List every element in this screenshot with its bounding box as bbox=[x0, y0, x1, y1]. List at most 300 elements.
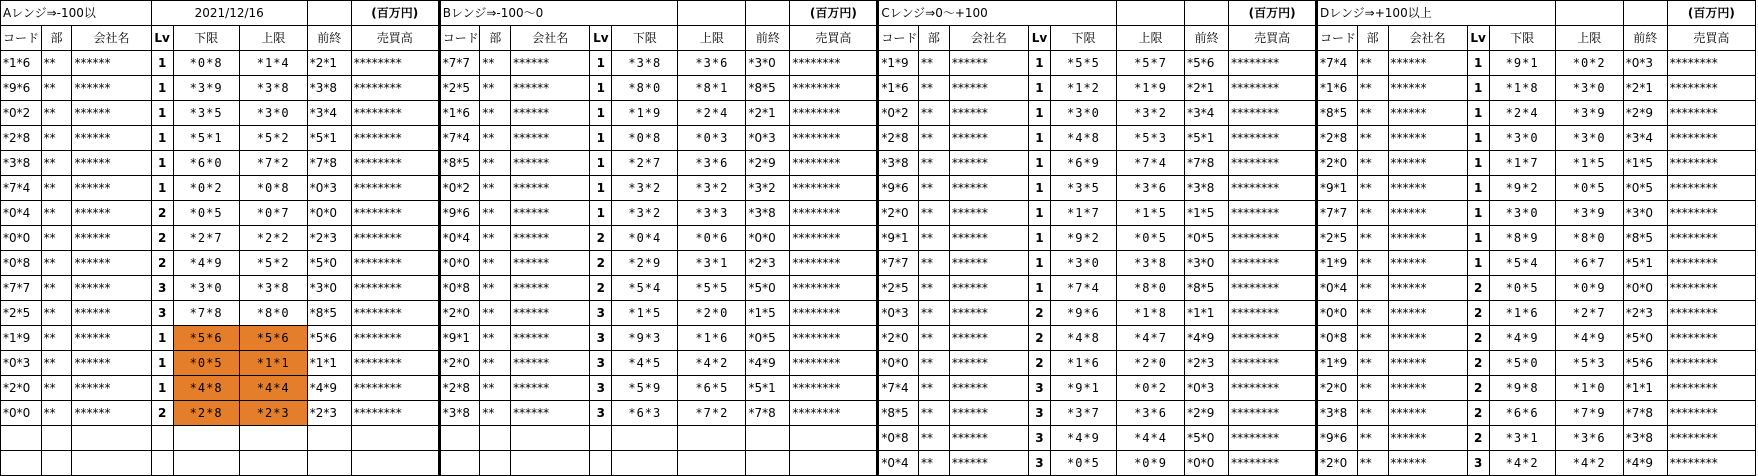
cell-lv[interactable]: 2 bbox=[151, 401, 173, 426]
cell-bu[interactable]: ** bbox=[480, 326, 511, 351]
cell-volume[interactable]: ******** bbox=[1667, 76, 1755, 101]
header-lower[interactable]: 下限 bbox=[1050, 26, 1116, 51]
cell-upper[interactable]: *0*9 bbox=[1116, 451, 1184, 476]
cell-lower[interactable]: *2*7 bbox=[612, 151, 678, 176]
cell-volume[interactable]: ******** bbox=[1229, 101, 1317, 126]
cell-lv[interactable]: 1 bbox=[1467, 151, 1489, 176]
cell-prev-close[interactable]: *5*6 bbox=[1185, 51, 1229, 76]
cell-company[interactable]: ****** bbox=[511, 176, 590, 201]
cell-company[interactable]: ****** bbox=[1388, 301, 1467, 326]
cell-volume[interactable]: ******** bbox=[1667, 301, 1755, 326]
cell-bu[interactable]: ** bbox=[1357, 326, 1388, 351]
cell-company[interactable] bbox=[511, 426, 590, 451]
cell-bu[interactable]: ** bbox=[919, 151, 950, 176]
cell-volume[interactable]: ******** bbox=[790, 176, 878, 201]
range-title-d[interactable]: Dレンジ⇒+100以上 bbox=[1317, 1, 1556, 26]
cell-company[interactable]: ****** bbox=[511, 201, 590, 226]
cell-bu[interactable]: ** bbox=[919, 76, 950, 101]
range-title-b[interactable]: Bレンジ⇒-100～0 bbox=[439, 1, 678, 26]
cell-prev-close[interactable] bbox=[307, 426, 351, 451]
cell-prev-close[interactable]: *3*0 bbox=[1623, 201, 1667, 226]
cell-company[interactable]: ****** bbox=[1388, 226, 1467, 251]
cell-upper[interactable]: *1*5 bbox=[1116, 201, 1184, 226]
cell-prev-close[interactable]: *0*0 bbox=[746, 226, 790, 251]
cell-prev-close[interactable]: *7*8 bbox=[1185, 151, 1229, 176]
cell-code[interactable]: *9*6 bbox=[1317, 426, 1358, 451]
header-code[interactable]: コード bbox=[878, 26, 919, 51]
cell-lv[interactable]: 1 bbox=[151, 76, 173, 101]
cell-lv[interactable]: 1 bbox=[590, 201, 612, 226]
cell-upper[interactable]: *3*8 bbox=[1116, 251, 1184, 276]
cell-lower[interactable] bbox=[612, 426, 678, 451]
cell-bu[interactable]: ** bbox=[480, 276, 511, 301]
blank-cell[interactable] bbox=[1555, 1, 1623, 26]
cell-volume[interactable]: ******** bbox=[1667, 251, 1755, 276]
cell-volume[interactable]: ******** bbox=[790, 201, 878, 226]
unit-label[interactable]: (百万円) bbox=[790, 1, 878, 26]
cell-lv[interactable]: 1 bbox=[1028, 126, 1050, 151]
cell-lv[interactable] bbox=[151, 426, 173, 451]
cell-bu[interactable]: ** bbox=[41, 126, 72, 151]
cell-upper[interactable]: *7*2 bbox=[239, 151, 307, 176]
cell-lower[interactable]: *5*0 bbox=[1489, 351, 1555, 376]
cell-prev-close[interactable]: *0*3 bbox=[307, 176, 351, 201]
cell-code[interactable]: *1*9 bbox=[1317, 351, 1358, 376]
cell-prev-close[interactable]: *2*1 bbox=[1185, 76, 1229, 101]
header-prev-close[interactable]: 前終 bbox=[746, 26, 790, 51]
cell-prev-close[interactable]: *8*5 bbox=[1185, 276, 1229, 301]
cell-code[interactable]: *0*2 bbox=[1, 101, 42, 126]
cell-lower[interactable]: *5*6 bbox=[173, 326, 239, 351]
cell-upper[interactable]: *1*8 bbox=[1116, 301, 1184, 326]
cell-lv[interactable]: 2 bbox=[1467, 376, 1489, 401]
cell-lower[interactable]: *4*8 bbox=[1050, 126, 1116, 151]
blank-cell[interactable] bbox=[1623, 1, 1667, 26]
unit-label[interactable]: (百万円) bbox=[1229, 1, 1317, 26]
cell-lv[interactable]: 1 bbox=[1467, 251, 1489, 276]
cell-upper[interactable]: *5*6 bbox=[239, 326, 307, 351]
cell-code[interactable]: *0*8 bbox=[1317, 326, 1358, 351]
header-lower[interactable]: 下限 bbox=[612, 26, 678, 51]
cell-company[interactable]: ****** bbox=[1388, 151, 1467, 176]
cell-company[interactable]: ****** bbox=[949, 176, 1028, 201]
cell-lv[interactable]: 2 bbox=[151, 226, 173, 251]
cell-code[interactable]: *3*8 bbox=[1317, 401, 1358, 426]
cell-upper[interactable]: *0*9 bbox=[1555, 276, 1623, 301]
cell-lower[interactable]: *5*4 bbox=[1489, 251, 1555, 276]
cell-code[interactable]: *1*6 bbox=[439, 101, 480, 126]
cell-upper[interactable]: *3*6 bbox=[1116, 401, 1184, 426]
cell-prev-close[interactable]: *0*3 bbox=[746, 126, 790, 151]
cell-lower[interactable]: *1*6 bbox=[1489, 301, 1555, 326]
blank-cell[interactable] bbox=[1116, 1, 1184, 26]
cell-bu[interactable]: ** bbox=[41, 376, 72, 401]
cell-company[interactable] bbox=[72, 426, 151, 451]
cell-company[interactable]: ****** bbox=[949, 151, 1028, 176]
cell-lower[interactable]: *3*2 bbox=[612, 201, 678, 226]
cell-prev-close[interactable]: *2*9 bbox=[1623, 101, 1667, 126]
cell-lv[interactable]: 1 bbox=[151, 176, 173, 201]
cell-prev-close[interactable]: *2*3 bbox=[1185, 351, 1229, 376]
cell-company[interactable]: ****** bbox=[949, 126, 1028, 151]
header-upper[interactable]: 上限 bbox=[1555, 26, 1623, 51]
cell-upper[interactable]: *4*4 bbox=[1116, 426, 1184, 451]
cell-lv[interactable]: 3 bbox=[1028, 451, 1050, 476]
cell-code[interactable]: *2*5 bbox=[1317, 226, 1358, 251]
cell-company[interactable]: ****** bbox=[72, 226, 151, 251]
cell-lower[interactable]: *4*5 bbox=[612, 351, 678, 376]
cell-volume[interactable]: ******** bbox=[351, 101, 439, 126]
cell-lv[interactable]: 1 bbox=[1028, 276, 1050, 301]
cell-bu[interactable]: ** bbox=[919, 126, 950, 151]
cell-lower[interactable]: *3*0 bbox=[1050, 101, 1116, 126]
cell-lv[interactable]: 1 bbox=[1467, 126, 1489, 151]
cell-company[interactable]: ****** bbox=[72, 76, 151, 101]
cell-volume[interactable]: ******** bbox=[1667, 101, 1755, 126]
cell-upper[interactable]: *8*0 bbox=[1555, 226, 1623, 251]
cell-bu[interactable]: ** bbox=[41, 101, 72, 126]
cell-lv[interactable]: 1 bbox=[590, 51, 612, 76]
cell-prev-close[interactable]: *5*0 bbox=[746, 276, 790, 301]
cell-code[interactable]: *7*7 bbox=[439, 51, 480, 76]
cell-upper[interactable]: *3*3 bbox=[678, 201, 746, 226]
cell-volume[interactable]: ******** bbox=[790, 151, 878, 176]
cell-bu[interactable]: ** bbox=[41, 351, 72, 376]
cell-company[interactable] bbox=[72, 451, 151, 476]
cell-lv[interactable]: 1 bbox=[151, 101, 173, 126]
cell-prev-close[interactable]: *3*8 bbox=[1185, 176, 1229, 201]
cell-lower[interactable]: *3*0 bbox=[1489, 126, 1555, 151]
cell-code[interactable]: *2*8 bbox=[878, 126, 919, 151]
cell-bu[interactable]: ** bbox=[919, 401, 950, 426]
cell-bu[interactable]: ** bbox=[1357, 51, 1388, 76]
cell-upper[interactable]: *3*6 bbox=[1116, 176, 1184, 201]
cell-prev-close[interactable]: *5*0 bbox=[307, 251, 351, 276]
header-volume[interactable]: 売買高 bbox=[1229, 26, 1317, 51]
cell-upper[interactable]: *5*3 bbox=[1116, 126, 1184, 151]
cell-volume[interactable]: ******** bbox=[1667, 226, 1755, 251]
cell-upper[interactable]: *5*5 bbox=[678, 276, 746, 301]
cell-lv[interactable]: 2 bbox=[151, 251, 173, 276]
cell-prev-close[interactable]: *7*8 bbox=[746, 401, 790, 426]
cell-upper[interactable]: *2*7 bbox=[1555, 301, 1623, 326]
cell-lower[interactable]: *3*0 bbox=[1489, 201, 1555, 226]
cell-lv[interactable]: 1 bbox=[151, 351, 173, 376]
cell-bu[interactable]: ** bbox=[1357, 351, 1388, 376]
cell-code[interactable]: *3*8 bbox=[1, 151, 42, 176]
cell-upper[interactable]: *2*0 bbox=[678, 301, 746, 326]
cell-bu[interactable]: ** bbox=[919, 326, 950, 351]
cell-bu[interactable]: ** bbox=[1357, 401, 1388, 426]
cell-lv[interactable]: 2 bbox=[1467, 351, 1489, 376]
cell-prev-close[interactable]: *1*1 bbox=[1185, 301, 1229, 326]
cell-lv[interactable]: 3 bbox=[151, 276, 173, 301]
cell-volume[interactable]: ******** bbox=[1229, 326, 1317, 351]
cell-bu[interactable] bbox=[480, 426, 511, 451]
cell-lower[interactable]: *0*2 bbox=[173, 176, 239, 201]
cell-prev-close[interactable] bbox=[746, 426, 790, 451]
cell-prev-close[interactable]: *3*8 bbox=[307, 76, 351, 101]
cell-volume[interactable]: ******** bbox=[1229, 251, 1317, 276]
cell-upper[interactable]: *0*5 bbox=[1116, 226, 1184, 251]
cell-bu[interactable]: ** bbox=[1357, 251, 1388, 276]
cell-lower[interactable]: *2*4 bbox=[1489, 101, 1555, 126]
cell-lower[interactable]: *3*1 bbox=[1489, 426, 1555, 451]
cell-lower[interactable]: *9*2 bbox=[1050, 226, 1116, 251]
cell-company[interactable]: ****** bbox=[72, 301, 151, 326]
cell-lower[interactable]: *1*9 bbox=[612, 101, 678, 126]
cell-volume[interactable]: ******** bbox=[1229, 176, 1317, 201]
cell-bu[interactable]: ** bbox=[919, 451, 950, 476]
cell-code[interactable]: *2*0 bbox=[1, 376, 42, 401]
cell-volume[interactable]: ******** bbox=[1667, 151, 1755, 176]
cell-volume[interactable]: ******** bbox=[351, 51, 439, 76]
cell-bu[interactable]: ** bbox=[41, 151, 72, 176]
cell-volume[interactable]: ******** bbox=[1229, 201, 1317, 226]
cell-bu[interactable]: ** bbox=[41, 401, 72, 426]
cell-code[interactable]: *2*0 bbox=[878, 326, 919, 351]
cell-lower[interactable]: *9*3 bbox=[612, 326, 678, 351]
cell-volume[interactable]: ******** bbox=[1667, 176, 1755, 201]
cell-prev-close[interactable]: *0*0 bbox=[1185, 451, 1229, 476]
cell-upper[interactable]: *5*2 bbox=[239, 251, 307, 276]
cell-prev-close[interactable]: *2*9 bbox=[1185, 401, 1229, 426]
cell-bu[interactable]: ** bbox=[480, 351, 511, 376]
header-company[interactable]: 会社名 bbox=[72, 26, 151, 51]
cell-company[interactable]: ****** bbox=[511, 326, 590, 351]
cell-bu[interactable]: ** bbox=[1357, 101, 1388, 126]
cell-company[interactable]: ****** bbox=[949, 326, 1028, 351]
cell-bu[interactable]: ** bbox=[919, 51, 950, 76]
cell-upper[interactable]: *3*8 bbox=[239, 76, 307, 101]
cell-upper[interactable]: *3*6 bbox=[678, 51, 746, 76]
header-bu[interactable]: 部 bbox=[919, 26, 950, 51]
cell-upper[interactable]: *8*0 bbox=[1116, 276, 1184, 301]
cell-prev-close[interactable]: *5*6 bbox=[307, 326, 351, 351]
cell-code[interactable]: *8*5 bbox=[878, 401, 919, 426]
cell-upper[interactable]: *1*4 bbox=[239, 51, 307, 76]
cell-prev-close[interactable]: *2*3 bbox=[746, 251, 790, 276]
cell-company[interactable]: ****** bbox=[949, 201, 1028, 226]
report-date[interactable]: 2021/12/16 bbox=[151, 1, 307, 26]
cell-bu[interactable]: ** bbox=[1357, 301, 1388, 326]
cell-lower[interactable]: *6*0 bbox=[173, 151, 239, 176]
cell-company[interactable]: ****** bbox=[72, 151, 151, 176]
cell-lv[interactable]: 3 bbox=[590, 301, 612, 326]
cell-company[interactable]: ****** bbox=[1388, 51, 1467, 76]
cell-volume[interactable]: ******** bbox=[1229, 426, 1317, 451]
cell-upper[interactable]: *5*7 bbox=[1116, 51, 1184, 76]
cell-lower[interactable]: *1*7 bbox=[1489, 151, 1555, 176]
range-title-c[interactable]: Cレンジ⇒0～+100 bbox=[878, 1, 1117, 26]
cell-volume[interactable]: ******** bbox=[351, 176, 439, 201]
cell-bu[interactable]: ** bbox=[41, 326, 72, 351]
cell-volume[interactable] bbox=[790, 451, 878, 476]
cell-lv[interactable]: 2 bbox=[151, 201, 173, 226]
cell-bu[interactable]: ** bbox=[919, 376, 950, 401]
cell-volume[interactable]: ******** bbox=[1229, 51, 1317, 76]
cell-upper[interactable]: *0*6 bbox=[678, 226, 746, 251]
cell-code[interactable]: *1*6 bbox=[878, 76, 919, 101]
cell-volume[interactable]: ******** bbox=[1667, 276, 1755, 301]
cell-code[interactable]: *2*8 bbox=[439, 376, 480, 401]
cell-upper[interactable]: *2*0 bbox=[1116, 351, 1184, 376]
cell-bu[interactable]: ** bbox=[480, 101, 511, 126]
cell-bu[interactable]: ** bbox=[919, 201, 950, 226]
cell-code[interactable]: *7*7 bbox=[1317, 201, 1358, 226]
cell-upper[interactable]: *3*9 bbox=[1555, 101, 1623, 126]
cell-company[interactable]: ****** bbox=[949, 226, 1028, 251]
cell-company[interactable]: ****** bbox=[1388, 351, 1467, 376]
cell-code[interactable]: *9*6 bbox=[878, 176, 919, 201]
cell-prev-close[interactable]: *0*3 bbox=[1185, 376, 1229, 401]
cell-volume[interactable]: ******** bbox=[1667, 351, 1755, 376]
cell-upper[interactable]: *1*5 bbox=[1555, 151, 1623, 176]
cell-code[interactable]: *1*9 bbox=[1317, 251, 1358, 276]
cell-company[interactable]: ****** bbox=[1388, 176, 1467, 201]
cell-lower[interactable]: *1*6 bbox=[1050, 351, 1116, 376]
cell-prev-close[interactable]: *3*8 bbox=[1623, 426, 1667, 451]
header-code[interactable]: コード bbox=[1317, 26, 1358, 51]
cell-bu[interactable]: ** bbox=[480, 226, 511, 251]
cell-company[interactable]: ****** bbox=[949, 251, 1028, 276]
cell-prev-close[interactable]: *4*9 bbox=[1185, 326, 1229, 351]
cell-lower[interactable]: *3*2 bbox=[612, 176, 678, 201]
cell-lv[interactable]: 1 bbox=[590, 126, 612, 151]
cell-lower[interactable]: *3*0 bbox=[1050, 251, 1116, 276]
cell-bu[interactable]: ** bbox=[480, 151, 511, 176]
cell-upper[interactable]: *0*2 bbox=[1555, 51, 1623, 76]
cell-volume[interactable]: ******** bbox=[1667, 201, 1755, 226]
cell-code[interactable]: *2*0 bbox=[1317, 451, 1358, 476]
cell-lv[interactable]: 1 bbox=[151, 326, 173, 351]
blank-cell[interactable] bbox=[1185, 1, 1229, 26]
cell-upper[interactable] bbox=[239, 426, 307, 451]
cell-lower[interactable]: *6*9 bbox=[1050, 151, 1116, 176]
cell-prev-close[interactable]: *4*9 bbox=[307, 376, 351, 401]
cell-code[interactable]: *1*6 bbox=[1317, 76, 1358, 101]
cell-bu[interactable]: ** bbox=[41, 251, 72, 276]
cell-upper[interactable]: *3*0 bbox=[1555, 76, 1623, 101]
cell-lower[interactable]: *4*8 bbox=[173, 376, 239, 401]
cell-volume[interactable]: ******** bbox=[790, 401, 878, 426]
cell-lv[interactable]: 1 bbox=[1467, 51, 1489, 76]
cell-lower[interactable]: *9*8 bbox=[1489, 376, 1555, 401]
cell-upper[interactable]: *3*6 bbox=[1555, 426, 1623, 451]
cell-prev-close[interactable]: *5*1 bbox=[746, 376, 790, 401]
cell-lv[interactable]: 3 bbox=[1028, 376, 1050, 401]
cell-lv[interactable]: 2 bbox=[1028, 326, 1050, 351]
cell-company[interactable]: ****** bbox=[72, 376, 151, 401]
cell-lv[interactable]: 2 bbox=[1467, 401, 1489, 426]
cell-company[interactable]: ****** bbox=[1388, 401, 1467, 426]
cell-lower[interactable]: *0*5 bbox=[173, 351, 239, 376]
cell-company[interactable]: ****** bbox=[511, 51, 590, 76]
cell-prev-close[interactable]: *1*5 bbox=[1623, 151, 1667, 176]
cell-prev-close[interactable]: *3*0 bbox=[1185, 251, 1229, 276]
cell-lower[interactable]: *2*8 bbox=[173, 401, 239, 426]
cell-volume[interactable]: ******** bbox=[351, 201, 439, 226]
cell-volume[interactable] bbox=[790, 426, 878, 451]
cell-company[interactable]: ****** bbox=[1388, 451, 1467, 476]
cell-company[interactable]: ****** bbox=[1388, 101, 1467, 126]
cell-company[interactable]: ****** bbox=[949, 351, 1028, 376]
cell-bu[interactable] bbox=[480, 451, 511, 476]
cell-company[interactable]: ****** bbox=[511, 251, 590, 276]
cell-lv[interactable]: 2 bbox=[1467, 426, 1489, 451]
cell-company[interactable]: ****** bbox=[511, 76, 590, 101]
cell-company[interactable]: ****** bbox=[1388, 276, 1467, 301]
cell-lower[interactable]: *7*4 bbox=[1050, 276, 1116, 301]
cell-prev-close[interactable]: *0*5 bbox=[1623, 176, 1667, 201]
cell-bu[interactable]: ** bbox=[41, 201, 72, 226]
cell-prev-close[interactable]: *2*9 bbox=[746, 151, 790, 176]
cell-lv[interactable]: 2 bbox=[590, 276, 612, 301]
cell-upper[interactable]: *7*4 bbox=[1116, 151, 1184, 176]
cell-company[interactable]: ****** bbox=[72, 351, 151, 376]
cell-prev-close[interactable]: *2*1 bbox=[307, 51, 351, 76]
cell-upper[interactable]: *0*8 bbox=[239, 176, 307, 201]
unit-label[interactable]: (百万円) bbox=[351, 1, 439, 26]
cell-code[interactable]: *2*0 bbox=[1317, 151, 1358, 176]
cell-upper[interactable]: *4*9 bbox=[1555, 326, 1623, 351]
cell-prev-close[interactable]: *3*0 bbox=[307, 276, 351, 301]
cell-lv[interactable]: 2 bbox=[1467, 301, 1489, 326]
cell-code[interactable]: *9*1 bbox=[439, 326, 480, 351]
cell-lv[interactable]: 1 bbox=[1028, 101, 1050, 126]
cell-prev-close[interactable]: *5*0 bbox=[1185, 426, 1229, 451]
cell-volume[interactable]: ******** bbox=[1667, 51, 1755, 76]
cell-volume[interactable]: ******** bbox=[351, 301, 439, 326]
cell-lower[interactable]: *0*5 bbox=[1489, 276, 1555, 301]
cell-company[interactable] bbox=[511, 451, 590, 476]
header-lower[interactable]: 下限 bbox=[1489, 26, 1555, 51]
cell-company[interactable]: ****** bbox=[949, 101, 1028, 126]
cell-prev-close[interactable]: *1*5 bbox=[746, 301, 790, 326]
cell-company[interactable]: ****** bbox=[72, 276, 151, 301]
cell-code[interactable]: *7*4 bbox=[1317, 51, 1358, 76]
header-company[interactable]: 会社名 bbox=[511, 26, 590, 51]
cell-lower[interactable]: *0*5 bbox=[1050, 451, 1116, 476]
cell-upper[interactable]: *1*6 bbox=[678, 326, 746, 351]
cell-prev-close[interactable]: *8*5 bbox=[307, 301, 351, 326]
cell-lower[interactable]: *6*3 bbox=[612, 401, 678, 426]
cell-bu[interactable]: ** bbox=[919, 301, 950, 326]
header-prev-close[interactable]: 前終 bbox=[1185, 26, 1229, 51]
cell-prev-close[interactable]: *4*9 bbox=[1623, 451, 1667, 476]
cell-company[interactable]: ****** bbox=[511, 301, 590, 326]
cell-code[interactable]: *7*4 bbox=[439, 126, 480, 151]
cell-upper[interactable]: *4*2 bbox=[1555, 451, 1623, 476]
cell-prev-close[interactable]: *2*3 bbox=[1623, 301, 1667, 326]
cell-lv[interactable]: 1 bbox=[1028, 76, 1050, 101]
cell-lv[interactable]: 1 bbox=[151, 151, 173, 176]
header-prev-close[interactable]: 前終 bbox=[1623, 26, 1667, 51]
cell-code[interactable]: *0*4 bbox=[1317, 276, 1358, 301]
cell-bu[interactable]: ** bbox=[480, 201, 511, 226]
cell-volume[interactable]: ******** bbox=[790, 76, 878, 101]
cell-company[interactable]: ****** bbox=[511, 101, 590, 126]
cell-volume[interactable]: ******** bbox=[790, 351, 878, 376]
cell-lv[interactable]: 2 bbox=[1028, 301, 1050, 326]
cell-company[interactable]: ****** bbox=[1388, 201, 1467, 226]
cell-upper[interactable]: *3*9 bbox=[1555, 201, 1623, 226]
cell-bu[interactable]: ** bbox=[919, 251, 950, 276]
cell-bu[interactable]: ** bbox=[1357, 176, 1388, 201]
cell-upper[interactable]: *2*3 bbox=[239, 401, 307, 426]
cell-lower[interactable]: *3*7 bbox=[1050, 401, 1116, 426]
cell-volume[interactable]: ******** bbox=[1229, 376, 1317, 401]
